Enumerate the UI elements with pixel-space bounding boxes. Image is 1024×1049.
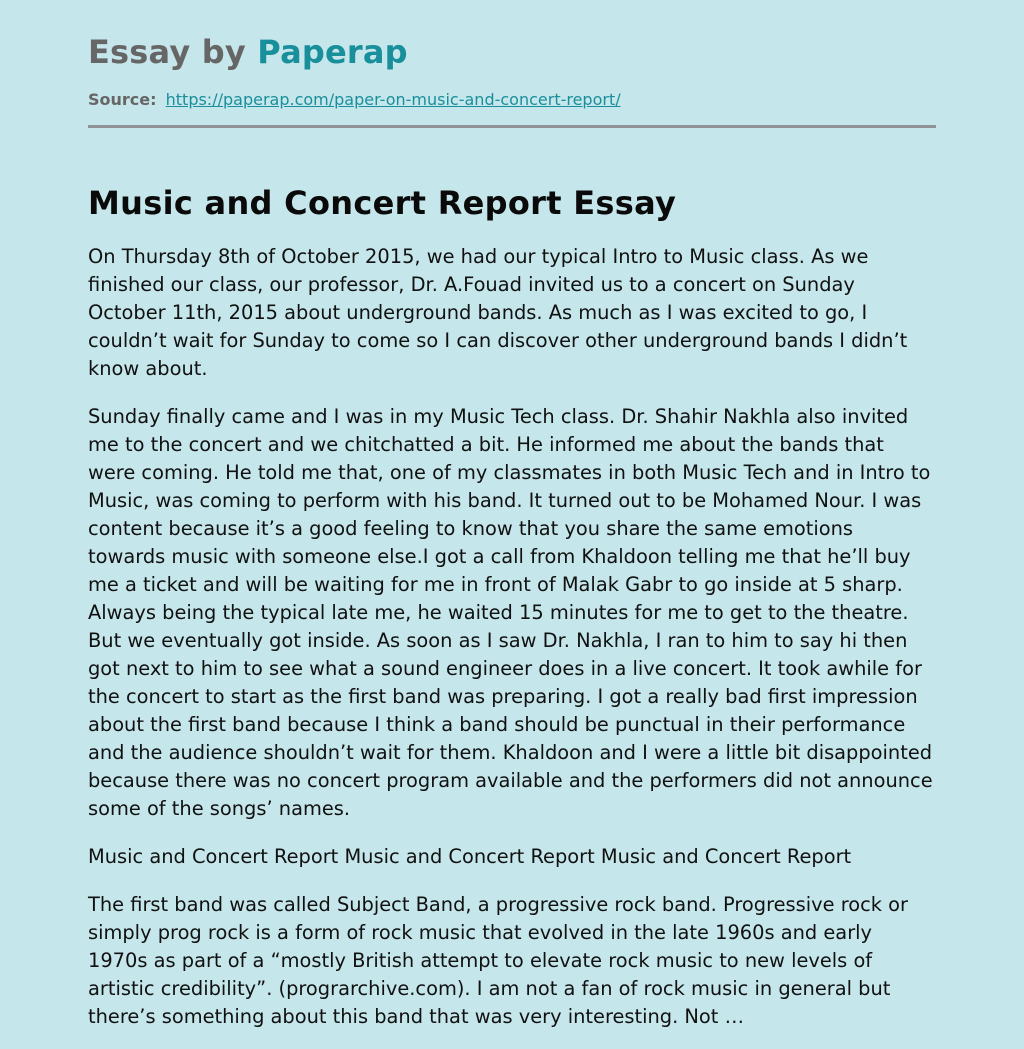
site-brand [88, 0, 936, 71]
source-link[interactable]: https://paperap.com/paper-on-music-and-concert-report/ [165, 90, 621, 109]
essay-paragraph-3: Music and Concert Report Music and Concert Report Music and Concert Report [88, 845, 852, 868]
essay-paragraph-1: On Thursday 8th of October 2015, we had our typical Intro to Music class. As we finished our class, our professor, Dr. A.Fouad invited us to a concert on Sunday October 11th, 2015 about underground bands. As much as I was excited to go, I couldn’t wait for Sunday to come so I can discover other underground bands I didn’t know about. [88, 245, 908, 380]
header-divider [88, 125, 936, 128]
essay-paragraph-4: The first band was called Subject Band, a progressive rock band. Progressive rock or simply prog rock is a form of rock music that evolved in the late 1960s and early 1970s as part of a “mostly British attempt to elevate rock music to new levels of artistic credibility”. (prograrchive.com). I am not a fan of rock music in general but there’s something about this band that was very interesting. Not … [88, 893, 909, 1028]
essay-body [88, 243, 936, 1031]
brand-prefix: Essay by [88, 33, 258, 71]
essay-title: Music and Concert Report Essay [88, 184, 677, 222]
source-line [88, 90, 936, 110]
essay-paragraph-2: Sunday finally came and I was in my Music Tech class. Dr. Shahir Nakhla also invited me to the concert and we chitchatted a bit. He informed me about the bands that were coming. He told me that, one of my classmates in both Music Tech and in Intro to Music, was coming to perform with his band. It turned out to be Mohamed Nour. I was content because it’s a good feeling to know that you share the same emotions towards music with someone else.I got a call from Khaldoon telling me that he’ll buy me a ticket and will be waiting for me in front of Malak Gabr to go inside at 5 sharp. Always being the typical late me, he waited 15 minutes for me to get to the theatre. But we eventually got inside. As soon as I saw Dr. Nakhla, I ran to him to say hi then got next to him to see what a sound engineer does in a live concert. It took awhile for the concert to start as the first band was preparing. I got a really bad first impression about the first band because I think a band should be punctual in their performance and the audience shouldn’t wait for them. Khaldoon and I were a little bit disappointed because there was no concert program available and the performers did not announce some of the songs’ names. [88, 405, 933, 820]
brand-name[interactable]: Paperap [257, 33, 408, 71]
source-label: Source: [88, 90, 157, 109]
